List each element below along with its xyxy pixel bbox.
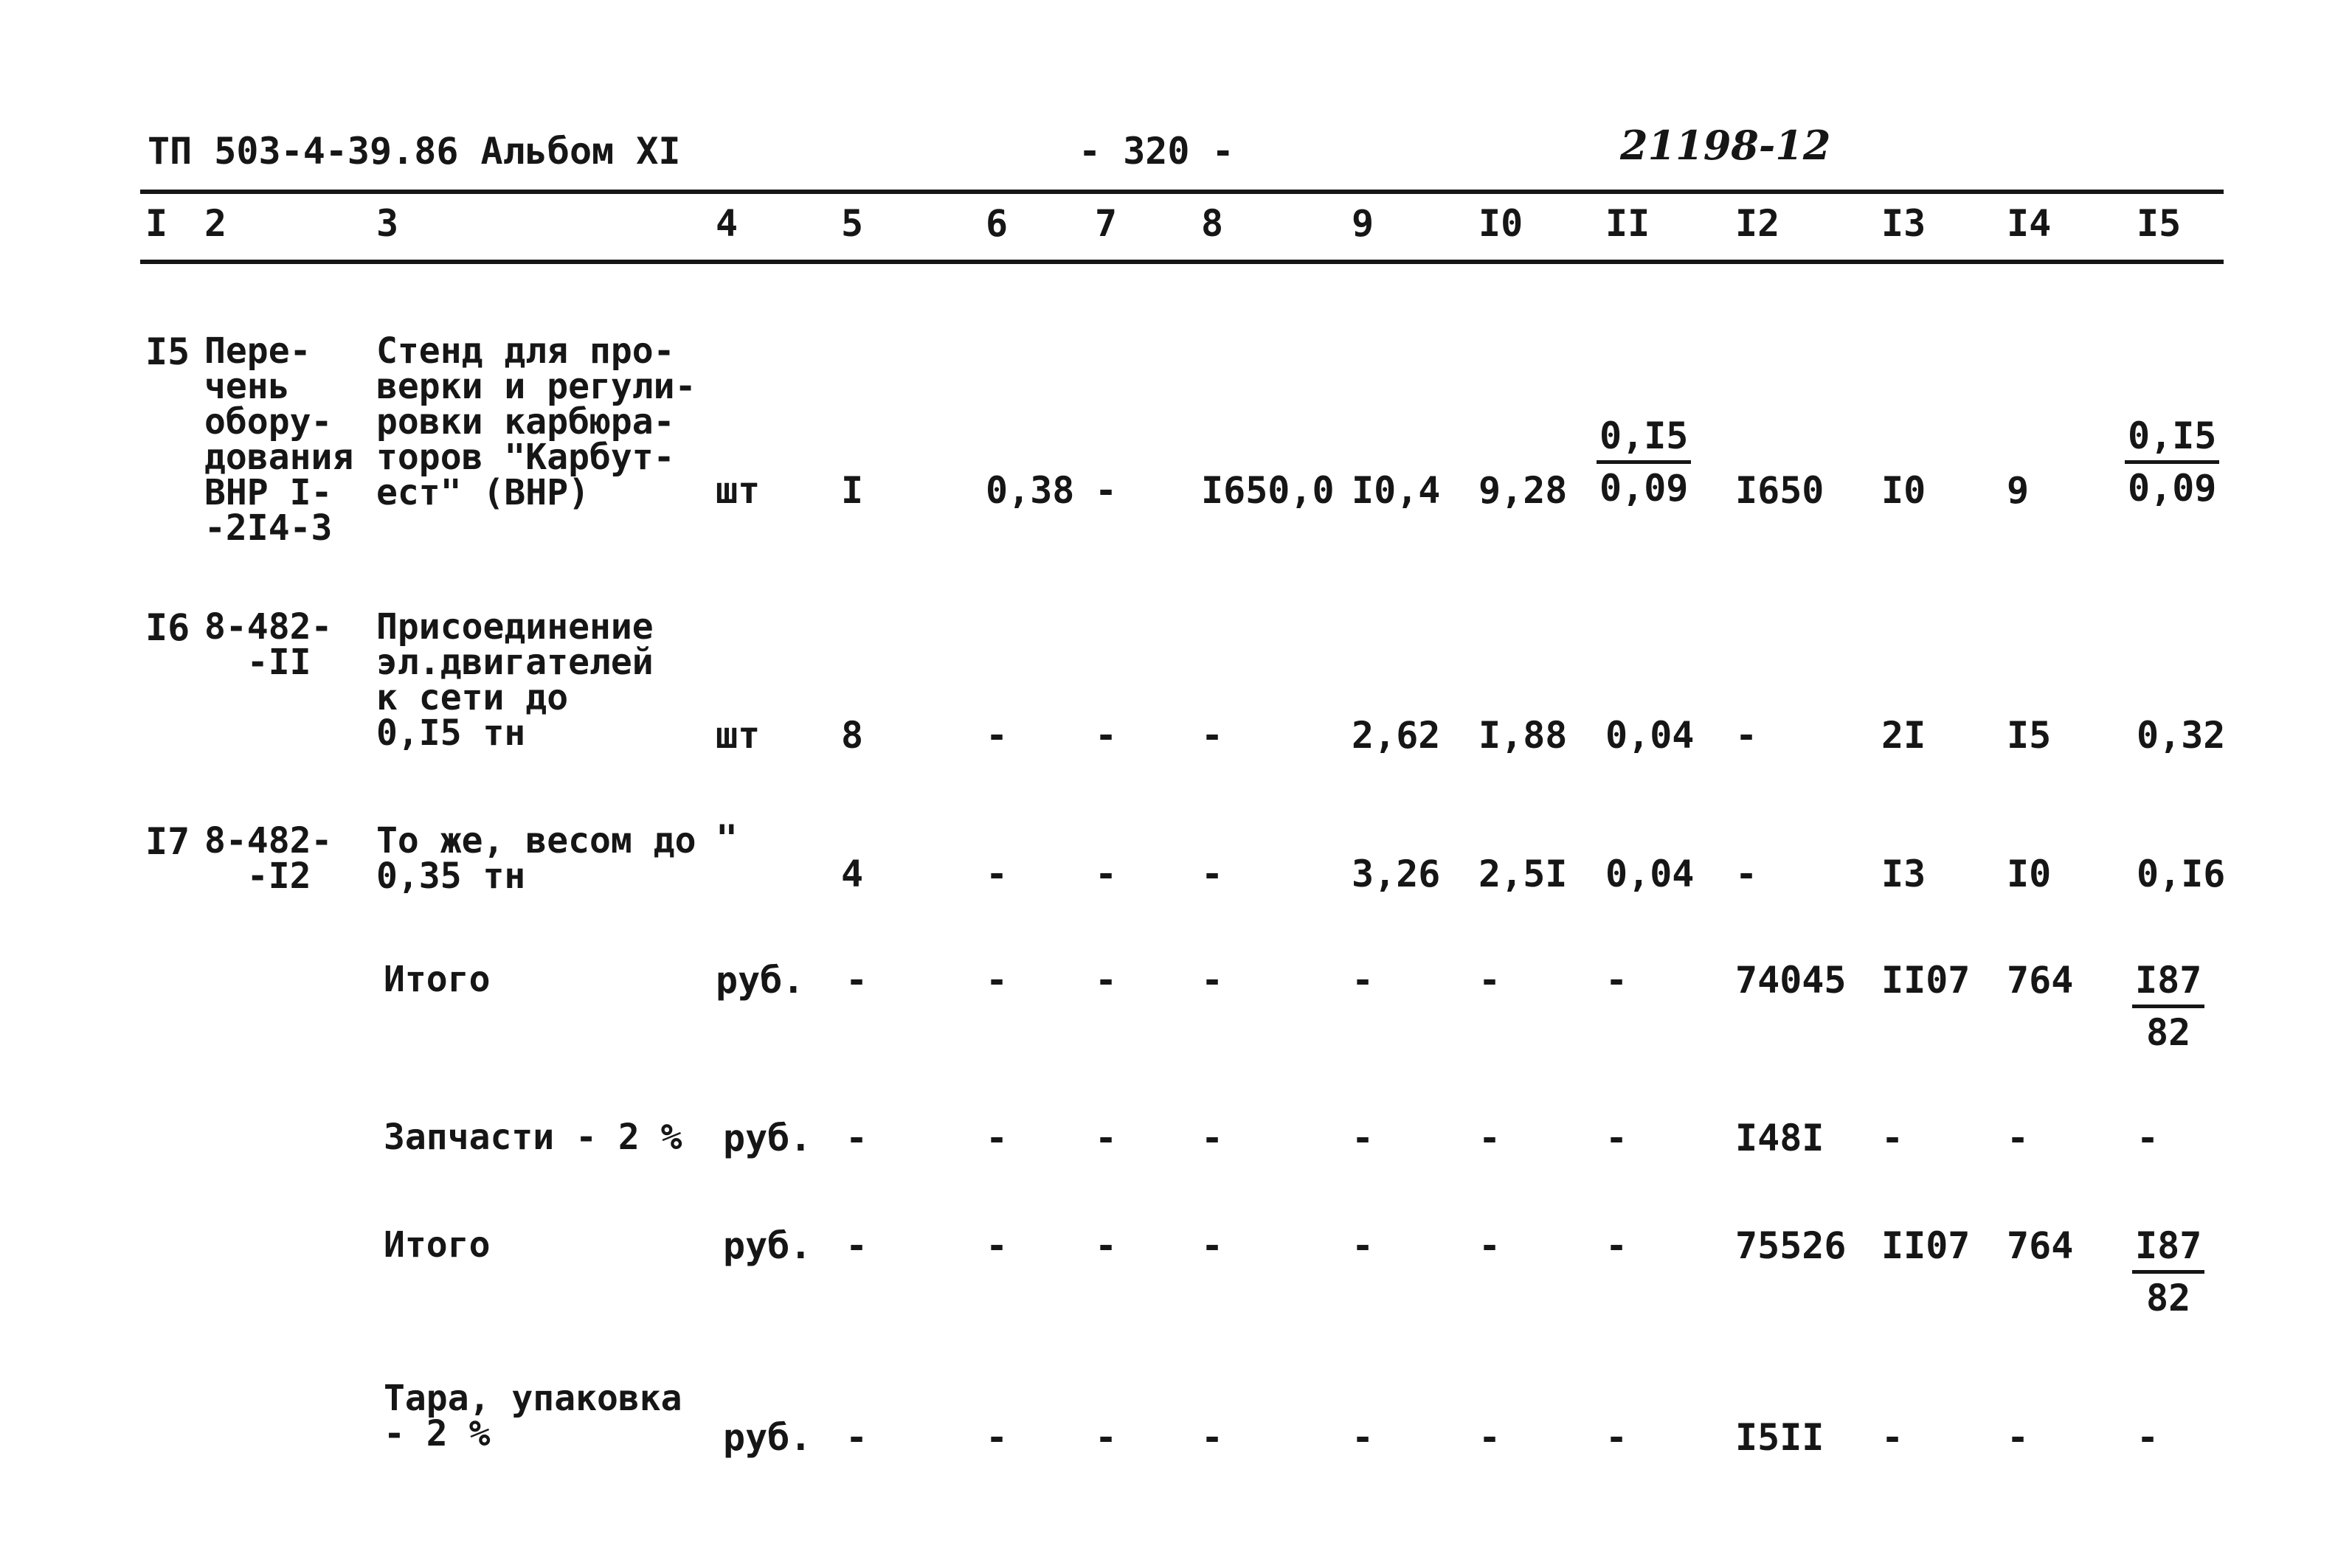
header-rule [140,260,2224,264]
column-number: I3 [1881,202,1926,245]
row-col7: - [1095,469,1118,512]
row-col14: I0 [2007,853,2052,895]
row-col8: - [1201,1416,1224,1459]
row-description: Стенд для про- верки и регули- ровки карбюра- торов "Карбут- ест" (ВНР) [376,330,696,513]
row-col14: 764 [2007,1224,2074,1267]
row-col10: - [1478,1117,1501,1159]
row-col9: - [1352,1224,1374,1267]
row-col12: I650 [1735,469,1824,512]
row-col15-fraction [2132,1224,2204,1319]
fraction-numerator: 0,I5 [1597,417,1691,464]
row-unit: руб. [723,1224,812,1267]
row-quantity: - [845,959,868,1002]
row-unit: руб. [723,1117,812,1159]
row-col11-fraction [1597,414,1691,510]
row-col14: I5 [2007,714,2052,757]
fraction-denominator: 82 [2146,1277,2191,1319]
row-quantity: - [845,1117,868,1159]
column-number: I2 [1735,202,1780,245]
row-col15: - [2137,1117,2159,1159]
row-number: I6 [145,606,190,649]
column-number: 2 [204,202,227,245]
fraction-numerator: I87 [2132,962,2204,1008]
document-code: ТП 503-4-39.86 Альбом XI [148,130,681,173]
row-col14: 9 [2007,469,2030,512]
row-col6: - [986,1416,1009,1459]
fraction-denominator: 82 [2146,1011,2191,1054]
row-unit: " [716,817,739,860]
fraction-numerator: I87 [2132,1227,2204,1274]
row-col13: I3 [1881,853,1926,895]
row-unit: шт [716,714,761,757]
page-number: - 320 - [1079,130,1234,173]
row-col10: - [1478,959,1501,1002]
row-col8: - [1201,714,1224,757]
row-code: Пере- чень обору- дования ВНР I- -2I4-3 [204,330,354,549]
total-label: Итого [384,1224,491,1266]
row-col6: - [986,853,1009,895]
column-number: 6 [986,202,1009,245]
row-col8: - [1201,1224,1224,1267]
row-col12: - [1735,853,1758,895]
row-col14: - [2007,1117,2030,1159]
row-col9: - [1352,1117,1374,1159]
column-number: I4 [2007,202,2052,245]
column-number: 8 [1201,202,1224,245]
row-col11: - [1605,1416,1628,1459]
row-col13: II07 [1881,1224,1971,1267]
row-code: 8-482- -I2 [204,820,333,897]
column-number: 7 [1095,202,1118,245]
row-col6: - [986,714,1009,757]
top-rule [140,190,2224,194]
row-col11: - [1605,1224,1628,1267]
row-col7: - [1095,1117,1118,1159]
row-quantity: I [841,469,864,512]
row-col10: - [1478,1224,1501,1267]
row-col12: I48I [1735,1117,1824,1159]
row-col9: 2,62 [1352,714,1441,757]
row-quantity: 4 [841,853,864,895]
row-number: I7 [145,820,190,863]
row-number: I5 [145,330,190,373]
row-col10: I,88 [1478,714,1568,757]
row-col8: I650,0 [1201,469,1335,512]
row-col11: - [1605,959,1628,1002]
row-unit: руб. [723,1416,812,1459]
row-col7: - [1095,1416,1118,1459]
row-col15: - [2137,1416,2159,1459]
row-col11: 0,04 [1605,853,1695,895]
column-number: 3 [376,202,399,245]
row-col13: II07 [1881,959,1971,1002]
row-col10: - [1478,1416,1501,1459]
row-col6: - [986,1224,1009,1267]
total-label: Итого [384,959,491,1000]
column-number: II [1605,202,1650,245]
fraction-denominator: 0,09 [1599,467,1689,510]
column-number: I [145,202,168,245]
row-col11: 0,04 [1605,714,1695,757]
row-col8: - [1201,959,1224,1002]
row-col10: 9,28 [1478,469,1568,512]
row-col7: - [1095,714,1118,757]
row-col13: I0 [1881,469,1926,512]
row-col7: - [1095,1224,1118,1267]
row-col11: - [1605,1117,1628,1159]
row-col12: I5II [1735,1416,1824,1459]
row-col13: - [1881,1416,1904,1459]
column-number: 9 [1352,202,1374,245]
row-col15: 0,I6 [2137,853,2226,895]
row-quantity: - [845,1224,868,1267]
row-col8: - [1201,1117,1224,1159]
row-col13: - [1881,1117,1904,1159]
row-col15-fraction [2125,414,2219,510]
column-number: I0 [1478,202,1523,245]
row-col10: 2,5I [1478,853,1568,895]
fraction-denominator: 0,09 [2128,467,2217,510]
row-col6: - [986,959,1009,1002]
row-col9: 3,26 [1352,853,1441,895]
spare-parts-label: Запчасти - 2 % [384,1117,682,1158]
row-col12: 75526 [1735,1224,1847,1267]
row-unit: шт [716,469,761,512]
row-col9: - [1352,1416,1374,1459]
row-col6: 0,38 [986,469,1075,512]
fraction-numerator: 0,I5 [2125,417,2219,464]
row-col14: - [2007,1416,2030,1459]
row-col15: 0,32 [2137,714,2226,757]
column-number: 4 [716,202,739,245]
row-col14: 764 [2007,959,2074,1002]
row-description: Присоединение эл.двигателей к сети до 0,I5 тн [376,606,654,754]
row-col6: - [986,1117,1009,1159]
packaging-label: Тара, упаковка - 2 % [384,1378,682,1454]
column-number: I5 [2137,202,2182,245]
row-col12: - [1735,714,1758,757]
row-quantity: 8 [841,714,864,757]
row-quantity: - [845,1416,868,1459]
column-number: 5 [841,202,864,245]
row-col12: 74045 [1735,959,1847,1002]
row-description: То же, весом до 0,35 тн [376,820,696,897]
row-col8: - [1201,853,1224,895]
row-col13: 2I [1881,714,1926,757]
row-col7: - [1095,853,1118,895]
row-col15-fraction [2132,959,2204,1054]
handwritten-number: 21198-12 [1620,122,1831,169]
row-code: 8-482- -II [204,606,333,683]
row-col9: - [1352,959,1374,1002]
row-unit: руб. [716,959,805,1002]
row-col7: - [1095,959,1118,1002]
row-col9: I0,4 [1352,469,1441,512]
